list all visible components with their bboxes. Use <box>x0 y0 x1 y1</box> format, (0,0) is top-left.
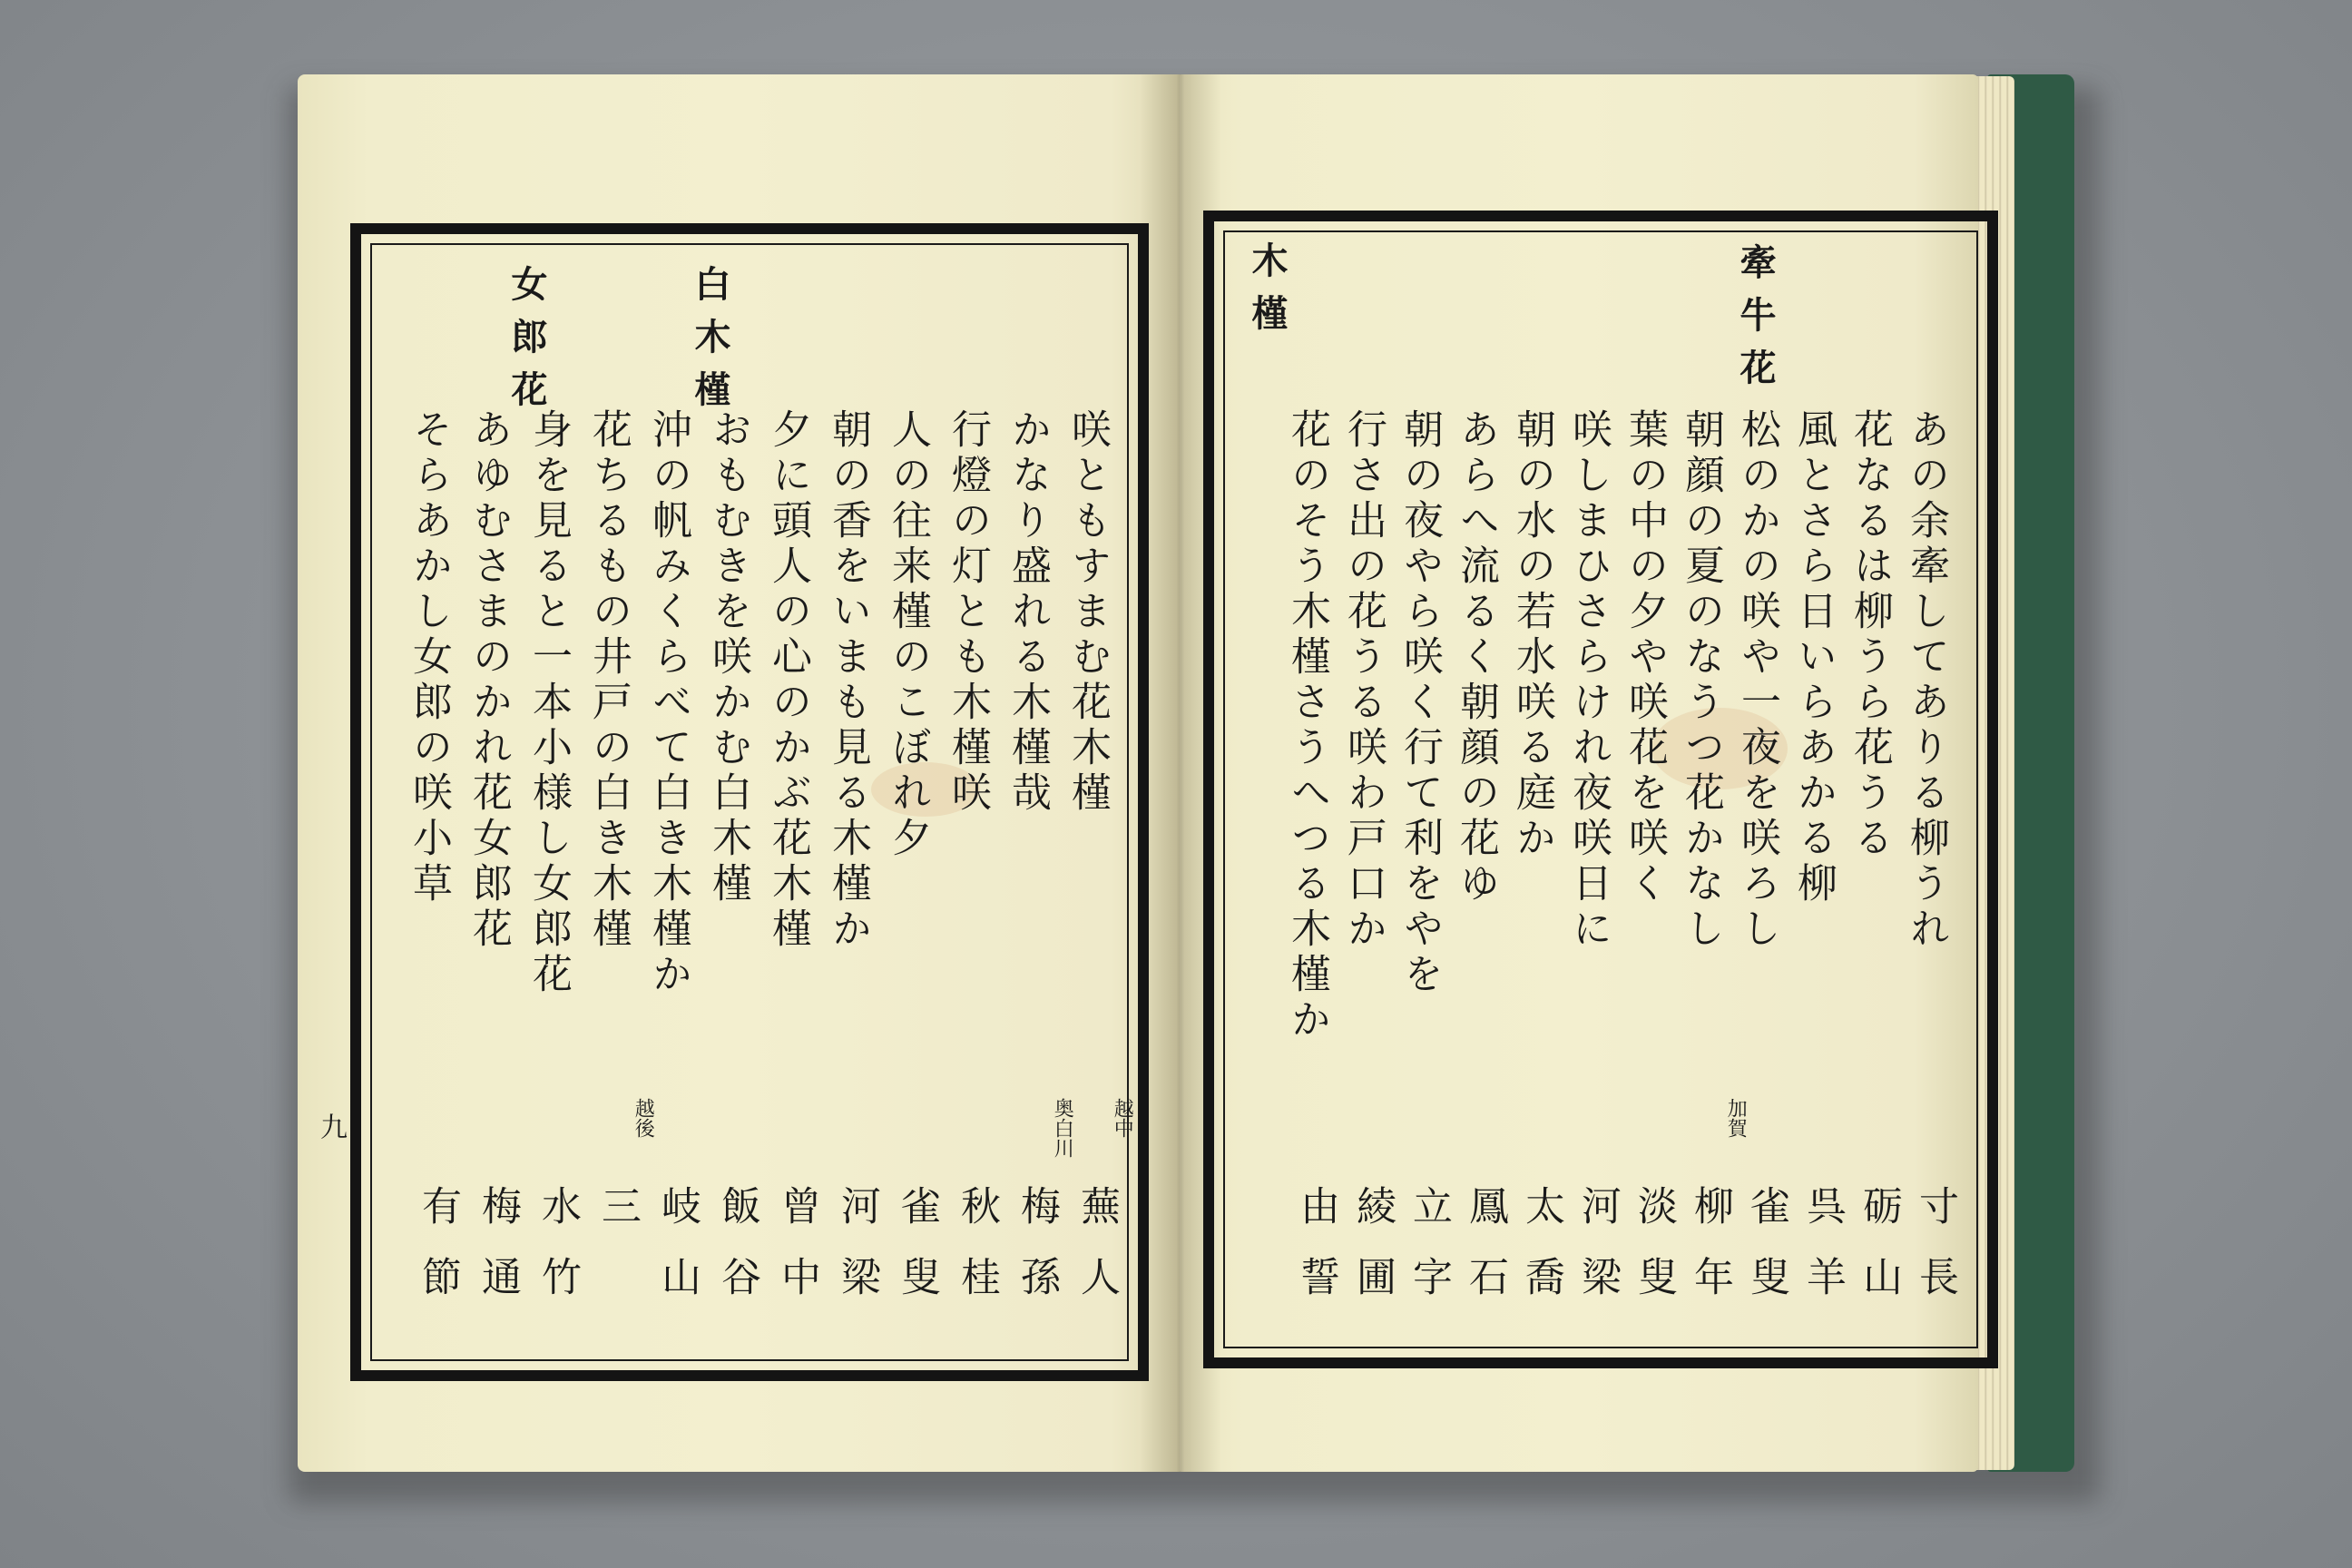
poet-province: 越中 <box>1111 1098 1134 1138</box>
poet-name: 飯谷 <box>714 1185 760 1327</box>
poem-text: 朝の夜やら咲く行て利をやを <box>1396 408 1443 998</box>
poet-name: 砺山 <box>1856 1185 1902 1327</box>
poem-text: 朝顔の夏のなうつ花かなし <box>1678 408 1724 953</box>
poem-text: かなり盛れる木槿哉 <box>1004 408 1051 817</box>
poem-text: おもむきを咲かむ白木槿 <box>705 408 751 907</box>
poet-name: 秋桂 <box>954 1185 1000 1327</box>
poet-name: 三 <box>594 1185 641 1256</box>
poet-name: 河梁 <box>1574 1185 1621 1327</box>
poet-name: 曾中 <box>774 1185 820 1327</box>
poet-name: 立字 <box>1406 1185 1452 1327</box>
poem-text: 夕に頭人の心のかぶ花木槿 <box>765 408 811 953</box>
poet-name: 呉羊 <box>1799 1185 1846 1327</box>
poet-name: 蕪人 <box>1073 1185 1120 1327</box>
poem-text: 風とさら日いらあかる柳 <box>1790 408 1837 907</box>
poem-text: そらあかし女郎の咲小草 <box>406 408 452 907</box>
poem-text: 沖の帆みくらべて白き木槿か <box>645 408 691 998</box>
left-title-1: 白木槿 <box>689 265 731 423</box>
poem-text: あらへ流るく朝顔の花ゆ <box>1453 408 1499 907</box>
poet-name: 梅孫 <box>1014 1185 1060 1327</box>
poem-text: 花なるは柳うら花うる <box>1847 408 1893 862</box>
poet-name: 寸長 <box>1912 1185 1958 1327</box>
poet-province: 加賀 <box>1724 1098 1748 1138</box>
poem-text: 人の往来槿のこぼれ夕 <box>885 408 931 862</box>
left-title-2: 女郎花 <box>505 265 548 423</box>
poem-text: 行さ出の花うる咲わ戸口か <box>1340 408 1387 953</box>
right-title-1: 牽牛花 <box>1734 243 1777 401</box>
poet-name: 柳年 <box>1687 1185 1733 1327</box>
poem-text: 花のそう木槿さうへつる木槿か <box>1284 408 1330 1044</box>
right-title-2: 木槿 <box>1246 241 1289 347</box>
poem-text: 花ちるもの井戸の白き木槿 <box>585 408 632 953</box>
poem-text: あの余牽してありる柳うれ <box>1903 408 1949 953</box>
poet-name: 河梁 <box>834 1185 880 1327</box>
poem-text: 咲しまひさらけれ夜咲日に <box>1565 408 1612 953</box>
poem-text: 松のかの咲や一夜を咲ろし <box>1734 408 1780 953</box>
poet-province: 奥白川 <box>1051 1098 1074 1158</box>
poem-text: 行燈の灯とも木槿咲 <box>945 408 991 817</box>
poem-text: 朝の香をいまも見る木槿か <box>825 408 871 953</box>
poem-text: 朝の水の若水咲る庭か <box>1509 408 1555 862</box>
poet-name: 雀叟 <box>1743 1185 1789 1327</box>
poem-text: あゆむさまのかれ花女郎花 <box>466 408 512 953</box>
folio-number: 九 <box>315 1112 347 1140</box>
poem-text: 葉の中の夕や咲花を咲く <box>1622 408 1668 907</box>
poet-name: 水竹 <box>534 1185 581 1327</box>
poet-name: 梅通 <box>475 1185 521 1327</box>
poet-name: 淡叟 <box>1631 1185 1677 1327</box>
poet-name: 岐山 <box>654 1185 701 1327</box>
poem-text: 咲ともすまむ花木槿 <box>1064 408 1111 817</box>
poem-text: 身を見ると一本小様し女郎花 <box>525 408 572 998</box>
poet-name: 綾圃 <box>1349 1185 1396 1327</box>
poet-name: 太喬 <box>1518 1185 1564 1327</box>
poet-name: 由誓 <box>1293 1185 1339 1327</box>
poet-name: 有節 <box>415 1185 461 1327</box>
poet-province: 越後 <box>632 1098 655 1138</box>
poet-name: 雀叟 <box>894 1185 940 1327</box>
poet-name: 鳳石 <box>1462 1185 1508 1327</box>
